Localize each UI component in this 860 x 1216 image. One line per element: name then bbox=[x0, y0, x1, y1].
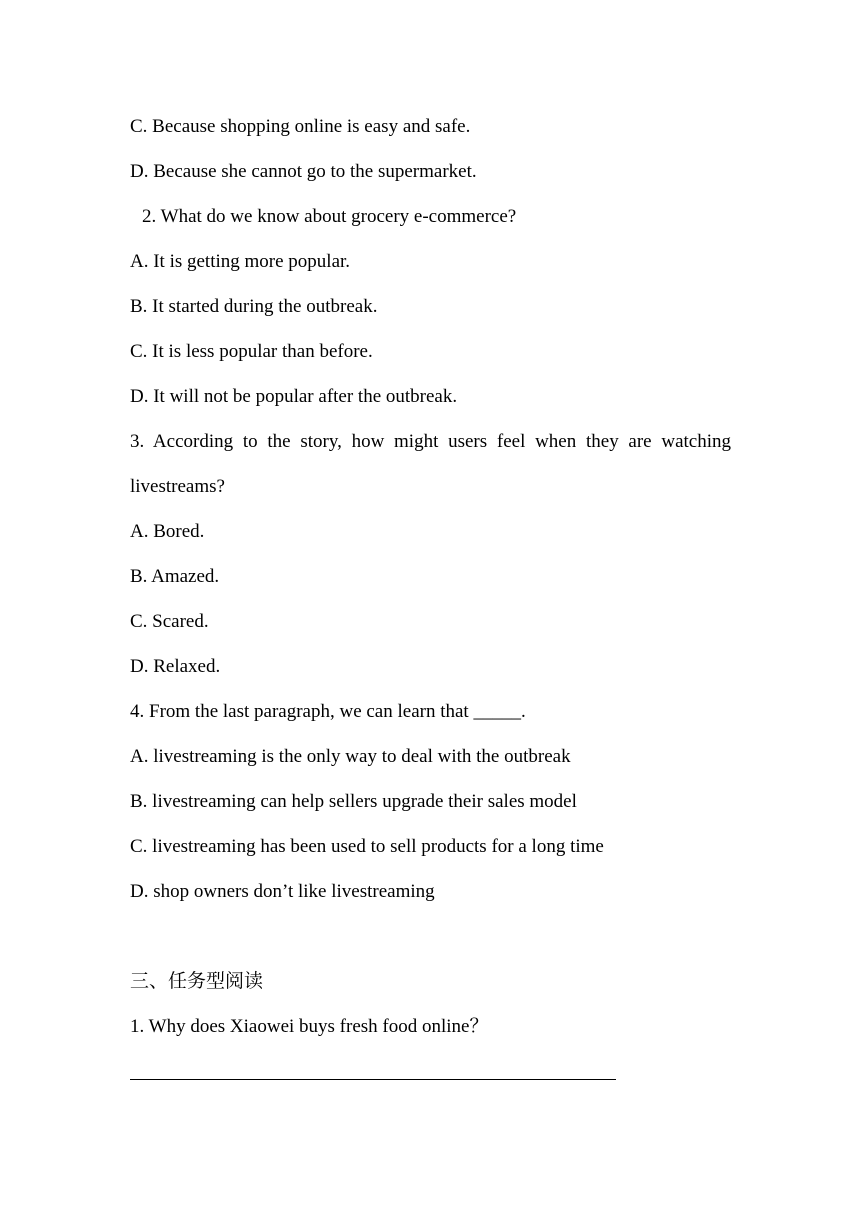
question-4-option-b: B. livestreaming can help sellers upgrade their sales model bbox=[130, 791, 577, 812]
question-3-option-b: B. Amazed. bbox=[130, 566, 220, 587]
question-4-option-a: A. livestreaming is the only way to deal with the outbreak bbox=[130, 746, 571, 767]
question-2-option-a: A. It is getting more popular. bbox=[130, 251, 351, 272]
section-3-heading: 三、任务型阅读 bbox=[130, 971, 264, 992]
question-3-option-d: D. Relaxed. bbox=[130, 656, 221, 677]
question-3-text-line-1: 3. According to the story, how might users feel when they are watching bbox=[130, 431, 731, 452]
question-3-option-a: A. Bored. bbox=[130, 521, 205, 542]
question-2-option-d: D. It will not be popular after the outbreak. bbox=[130, 386, 458, 407]
question-1-option-c: C. Because shopping online is easy and safe. bbox=[130, 116, 471, 137]
question-3-text-line-2: livestreams? bbox=[130, 476, 225, 497]
question-4-option-d: D. shop owners don’t like livestreaming bbox=[130, 881, 435, 902]
question-2-option-c: C. It is less popular than before. bbox=[130, 341, 373, 362]
answer-blank-line bbox=[130, 1079, 616, 1080]
section-3-question-1: 1. Why does Xiaowei buys fresh food online？ bbox=[130, 1016, 489, 1037]
question-3-option-c: C. Scared. bbox=[130, 611, 209, 632]
question-4-text: 4. From the last paragraph, we can learn that _____. bbox=[130, 701, 526, 722]
question-4-option-c: C. livestreaming has been used to sell products for a long time bbox=[130, 836, 604, 857]
question-1-option-d: D. Because she cannot go to the supermarket. bbox=[130, 161, 477, 182]
question-2-text: 2. What do we know about grocery e-commerce? bbox=[142, 206, 517, 227]
question-2-option-b: B. It started during the outbreak. bbox=[130, 296, 378, 317]
